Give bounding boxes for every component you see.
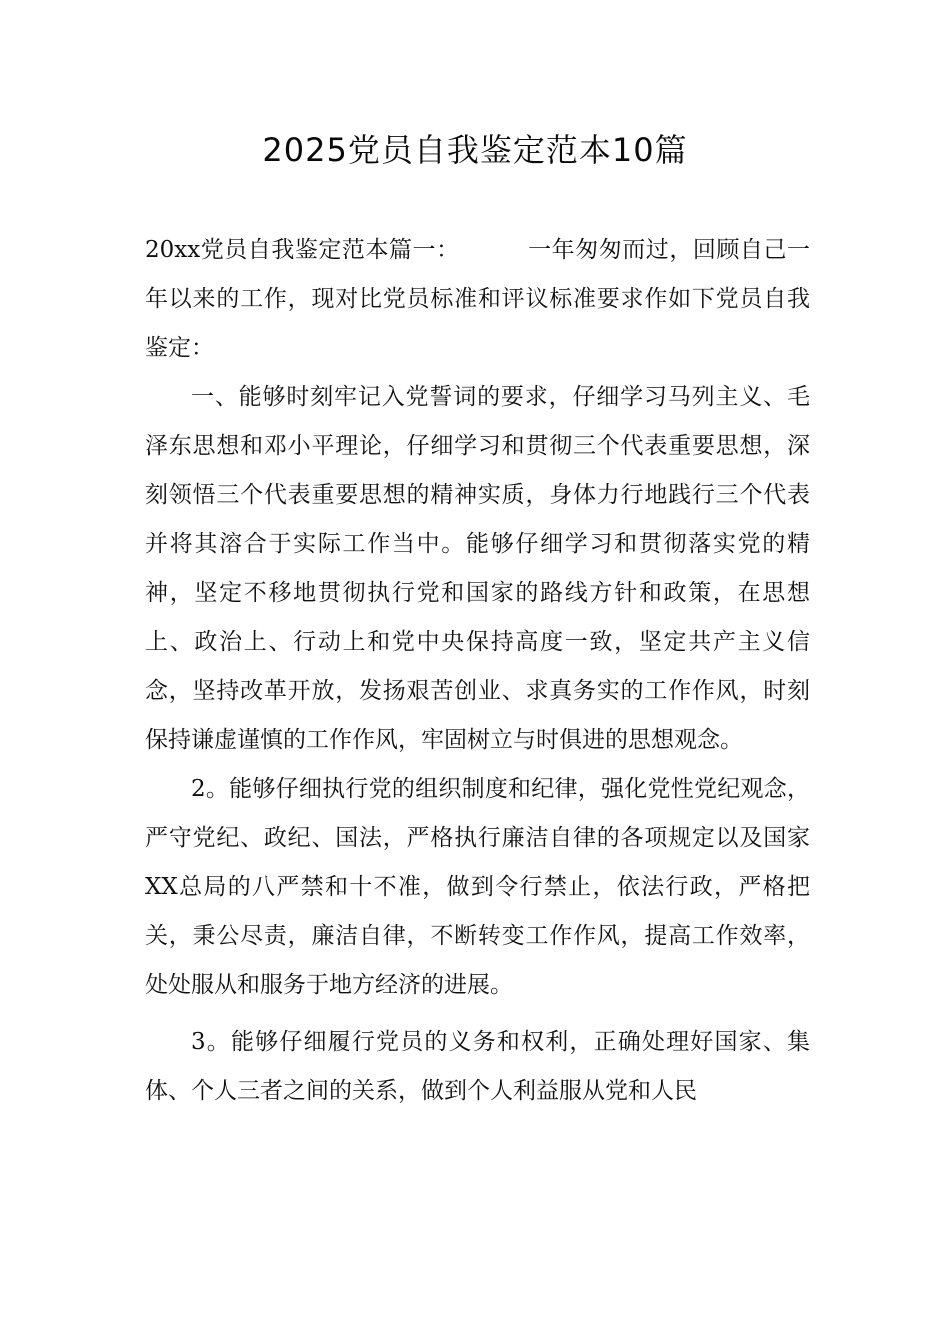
intro-label: 20xx党员自我鉴定范本篇一： [145, 237, 460, 263]
paragraph-1: 一、能够时刻牢记入党誓词的要求，仔细学习马列主义、毛泽东思想和邓小平理论，仔细学习和贯彻三个代表重要思想，深刻领悟三个代表重要思想的精神实质，身体力行地践行三个代表并将其溶合于实际工作当中。能够仔细学习和贯彻落实党的精神，坚定不移地贯彻执行党和国家的路线方针和政策，在思想上、政治上、行动上和党中央保持高度一致，坚定共产主义信念，坚持改革开放，发扬艰苦创业、求真务实的工作作风，时刻保持谦虚谨慎的工作作风，牢固树立与时俱进的思想观念。 [145, 384, 810, 753]
document-body [145, 226, 810, 1116]
intro-paragraph [145, 226, 810, 373]
paragraph-3: 3。能够仔细履行党员的义务和权利，正确处理好国家、集体、个人三者之间的关系，做到个人利益服从党和人民 [145, 1029, 810, 1104]
paragraph-2: 2。能够仔细执行党的组织制度和纪律，强化党性党纪观念，严守党纪、政纪、国法，严格执行廉洁自律的各项规定以及国家XX总局的八严禁和十不准，做到令行禁止，依法行政，严格把关，秉公尽责，廉洁自律，不断转变工作作风，提高工作效率，处处服从和服务于地方经济的进展。 [145, 776, 810, 998]
intro-text: 一年匆匆而过，回顾自己一年以来的工作，现对比党员标准和评议标准要求作如下党员自我鉴定： [145, 237, 811, 361]
document-title: 2025党员自我鉴定范本10篇 [262, 131, 688, 169]
